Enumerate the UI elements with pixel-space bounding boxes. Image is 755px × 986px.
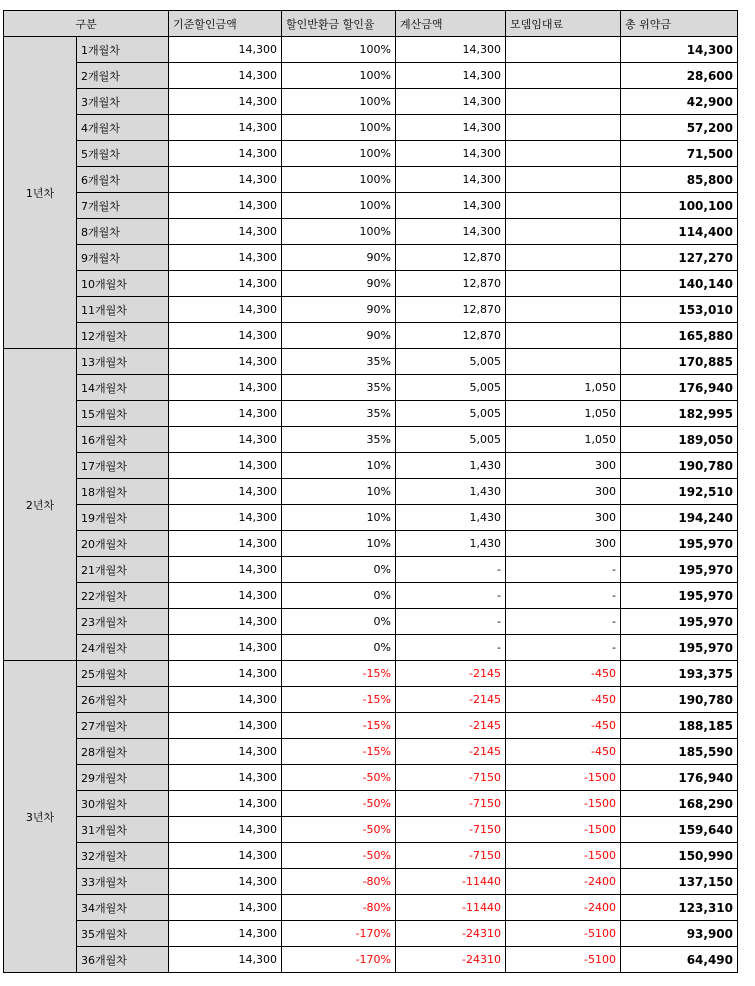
base-discount-cell: 14,300 xyxy=(169,453,282,479)
refund-rate-cell: -50% xyxy=(282,843,396,869)
modem-rent-cell: -5100 xyxy=(506,947,621,973)
month-label: 6개월차 xyxy=(77,167,169,193)
table-row xyxy=(4,245,738,271)
base-discount-cell: 14,300 xyxy=(169,531,282,557)
modem-rent-cell: - xyxy=(506,583,621,609)
modem-rent-cell: 1,050 xyxy=(506,427,621,453)
total-penalty-cell: 176,940 xyxy=(621,375,738,401)
month-label: 30개월차 xyxy=(77,791,169,817)
modem-rent-cell: -450 xyxy=(506,661,621,687)
base-discount-cell: 14,300 xyxy=(169,505,282,531)
month-label: 19개월차 xyxy=(77,505,169,531)
year-group-label: 1년차 xyxy=(4,37,77,349)
calc-amount-cell: 5,005 xyxy=(396,349,506,375)
total-penalty-cell: 140,140 xyxy=(621,271,738,297)
calc-amount-cell: -2145 xyxy=(396,739,506,765)
calc-amount-cell: - xyxy=(396,635,506,661)
base-discount-cell: 14,300 xyxy=(169,219,282,245)
refund-rate-cell: -50% xyxy=(282,765,396,791)
table-row xyxy=(4,505,738,531)
base-discount-cell: 14,300 xyxy=(169,661,282,687)
base-discount-cell: 14,300 xyxy=(169,375,282,401)
header-row xyxy=(4,11,738,37)
table-row xyxy=(4,193,738,219)
base-discount-cell: 14,300 xyxy=(169,297,282,323)
refund-rate-cell: 100% xyxy=(282,167,396,193)
refund-rate-cell: 0% xyxy=(282,583,396,609)
modem-rent-cell xyxy=(506,323,621,349)
table-row xyxy=(4,713,738,739)
base-discount-cell: 14,300 xyxy=(169,141,282,167)
total-penalty-cell: 71,500 xyxy=(621,141,738,167)
month-label: 5개월차 xyxy=(77,141,169,167)
modem-rent-cell: -2400 xyxy=(506,869,621,895)
calc-amount-cell: -2145 xyxy=(396,713,506,739)
header-total-penalty: 총 위약금 xyxy=(621,11,738,37)
modem-rent-cell: 1,050 xyxy=(506,401,621,427)
total-penalty-cell: 137,150 xyxy=(621,869,738,895)
month-label: 31개월차 xyxy=(77,817,169,843)
modem-rent-cell: 300 xyxy=(506,531,621,557)
refund-rate-cell: 0% xyxy=(282,609,396,635)
table-row xyxy=(4,765,738,791)
calc-amount-cell: -2145 xyxy=(396,661,506,687)
total-penalty-cell: 188,185 xyxy=(621,713,738,739)
month-label: 28개월차 xyxy=(77,739,169,765)
modem-rent-cell: -1500 xyxy=(506,765,621,791)
base-discount-cell: 14,300 xyxy=(169,245,282,271)
base-discount-cell: 14,300 xyxy=(169,37,282,63)
base-discount-cell: 14,300 xyxy=(169,635,282,661)
total-penalty-cell: 182,995 xyxy=(621,401,738,427)
refund-rate-cell: 100% xyxy=(282,219,396,245)
modem-rent-cell: 1,050 xyxy=(506,375,621,401)
base-discount-cell: 14,300 xyxy=(169,115,282,141)
month-label: 12개월차 xyxy=(77,323,169,349)
modem-rent-cell: 300 xyxy=(506,505,621,531)
table-row xyxy=(4,635,738,661)
total-penalty-cell: 159,640 xyxy=(621,817,738,843)
table-row xyxy=(4,609,738,635)
total-penalty-cell: 176,940 xyxy=(621,765,738,791)
base-discount-cell: 14,300 xyxy=(169,557,282,583)
table-row xyxy=(4,817,738,843)
modem-rent-cell xyxy=(506,219,621,245)
calc-amount-cell: 12,870 xyxy=(396,245,506,271)
month-label: 26개월차 xyxy=(77,687,169,713)
month-label: 10개월차 xyxy=(77,271,169,297)
base-discount-cell: 14,300 xyxy=(169,271,282,297)
table-row xyxy=(4,401,738,427)
total-penalty-cell: 100,100 xyxy=(621,193,738,219)
calc-amount-cell: 5,005 xyxy=(396,401,506,427)
table-row xyxy=(4,323,738,349)
calc-amount-cell: -11440 xyxy=(396,869,506,895)
table-row xyxy=(4,739,738,765)
month-label: 20개월차 xyxy=(77,531,169,557)
base-discount-cell: 14,300 xyxy=(169,687,282,713)
base-discount-cell: 14,300 xyxy=(169,349,282,375)
total-penalty-cell: 190,780 xyxy=(621,453,738,479)
total-penalty-cell: 170,885 xyxy=(621,349,738,375)
calc-amount-cell: -7150 xyxy=(396,843,506,869)
refund-rate-cell: 100% xyxy=(282,115,396,141)
base-discount-cell: 14,300 xyxy=(169,63,282,89)
month-label: 4개월차 xyxy=(77,115,169,141)
total-penalty-cell: 190,780 xyxy=(621,687,738,713)
calc-amount-cell: 14,300 xyxy=(396,167,506,193)
table-row xyxy=(4,115,738,141)
base-discount-cell: 14,300 xyxy=(169,843,282,869)
table-row xyxy=(4,531,738,557)
total-penalty-cell: 93,900 xyxy=(621,921,738,947)
calc-amount-cell: 14,300 xyxy=(396,63,506,89)
month-label: 21개월차 xyxy=(77,557,169,583)
table-row xyxy=(4,219,738,245)
refund-rate-cell: -170% xyxy=(282,947,396,973)
modem-rent-cell: -1500 xyxy=(506,791,621,817)
table-row xyxy=(4,271,738,297)
refund-rate-cell: 10% xyxy=(282,531,396,557)
header-refund-rate: 할인반환금 할인율 xyxy=(282,11,396,37)
modem-rent-cell xyxy=(506,89,621,115)
total-penalty-cell: 168,290 xyxy=(621,791,738,817)
table-row xyxy=(4,297,738,323)
modem-rent-cell: -2400 xyxy=(506,895,621,921)
modem-rent-cell: -450 xyxy=(506,713,621,739)
modem-rent-cell xyxy=(506,271,621,297)
table-row xyxy=(4,791,738,817)
month-label: 25개월차 xyxy=(77,661,169,687)
total-penalty-cell: 42,900 xyxy=(621,89,738,115)
month-label: 11개월차 xyxy=(77,297,169,323)
modem-rent-cell: -5100 xyxy=(506,921,621,947)
month-label: 29개월차 xyxy=(77,765,169,791)
total-penalty-cell: 123,310 xyxy=(621,895,738,921)
total-penalty-cell: 185,590 xyxy=(621,739,738,765)
calc-amount-cell: 12,870 xyxy=(396,271,506,297)
refund-rate-cell: -15% xyxy=(282,713,396,739)
refund-rate-cell: -15% xyxy=(282,661,396,687)
refund-rate-cell: -15% xyxy=(282,687,396,713)
table-row xyxy=(4,869,738,895)
total-penalty-cell: 150,990 xyxy=(621,843,738,869)
total-penalty-cell: 57,200 xyxy=(621,115,738,141)
base-discount-cell: 14,300 xyxy=(169,323,282,349)
calc-amount-cell: 1,430 xyxy=(396,479,506,505)
month-label: 15개월차 xyxy=(77,401,169,427)
base-discount-cell: 14,300 xyxy=(169,609,282,635)
modem-rent-cell: -450 xyxy=(506,739,621,765)
calc-amount-cell: 1,430 xyxy=(396,453,506,479)
refund-rate-cell: 35% xyxy=(282,401,396,427)
calc-amount-cell: 5,005 xyxy=(396,375,506,401)
modem-rent-cell xyxy=(506,245,621,271)
refund-rate-cell: 100% xyxy=(282,193,396,219)
month-label: 24개월차 xyxy=(77,635,169,661)
calc-amount-cell: 14,300 xyxy=(396,193,506,219)
table-row xyxy=(4,947,738,973)
header-calc-amount: 계산금액 xyxy=(396,11,506,37)
calc-amount-cell: 1,430 xyxy=(396,531,506,557)
modem-rent-cell: -1500 xyxy=(506,843,621,869)
calc-amount-cell: -24310 xyxy=(396,947,506,973)
total-penalty-cell: 28,600 xyxy=(621,63,738,89)
base-discount-cell: 14,300 xyxy=(169,791,282,817)
total-penalty-cell: 195,970 xyxy=(621,635,738,661)
total-penalty-cell: 192,510 xyxy=(621,479,738,505)
modem-rent-cell: - xyxy=(506,635,621,661)
calc-amount-cell: -7150 xyxy=(396,817,506,843)
total-penalty-cell: 193,375 xyxy=(621,661,738,687)
month-label: 32개월차 xyxy=(77,843,169,869)
calc-amount-cell: 12,870 xyxy=(396,323,506,349)
table-row xyxy=(4,583,738,609)
refund-rate-cell: -50% xyxy=(282,817,396,843)
table-row xyxy=(4,843,738,869)
refund-rate-cell: -80% xyxy=(282,869,396,895)
base-discount-cell: 14,300 xyxy=(169,193,282,219)
refund-rate-cell: 100% xyxy=(282,63,396,89)
calc-amount-cell: -2145 xyxy=(396,687,506,713)
table-row xyxy=(4,375,738,401)
month-label: 23개월차 xyxy=(77,609,169,635)
total-penalty-cell: 165,880 xyxy=(621,323,738,349)
refund-rate-cell: 35% xyxy=(282,349,396,375)
month-label: 17개월차 xyxy=(77,453,169,479)
refund-rate-cell: -15% xyxy=(282,739,396,765)
base-discount-cell: 14,300 xyxy=(169,583,282,609)
refund-rate-cell: 35% xyxy=(282,427,396,453)
modem-rent-cell xyxy=(506,349,621,375)
refund-rate-cell: 90% xyxy=(282,271,396,297)
total-penalty-cell: 195,970 xyxy=(621,557,738,583)
month-label: 35개월차 xyxy=(77,921,169,947)
calc-amount-cell: 14,300 xyxy=(396,37,506,63)
refund-rate-cell: -80% xyxy=(282,895,396,921)
table-row xyxy=(4,349,738,375)
modem-rent-cell xyxy=(506,167,621,193)
calc-amount-cell: -24310 xyxy=(396,921,506,947)
calc-amount-cell: 14,300 xyxy=(396,141,506,167)
modem-rent-cell: 300 xyxy=(506,479,621,505)
month-label: 36개월차 xyxy=(77,947,169,973)
modem-rent-cell: - xyxy=(506,557,621,583)
base-discount-cell: 14,300 xyxy=(169,167,282,193)
refund-rate-cell: 100% xyxy=(282,37,396,63)
total-penalty-cell: 85,800 xyxy=(621,167,738,193)
base-discount-cell: 14,300 xyxy=(169,895,282,921)
total-penalty-cell: 114,400 xyxy=(621,219,738,245)
modem-rent-cell: -1500 xyxy=(506,817,621,843)
calc-amount-cell: - xyxy=(396,557,506,583)
calc-amount-cell: - xyxy=(396,609,506,635)
base-discount-cell: 14,300 xyxy=(169,869,282,895)
month-label: 18개월차 xyxy=(77,479,169,505)
table-row xyxy=(4,63,738,89)
refund-rate-cell: 0% xyxy=(282,557,396,583)
base-discount-cell: 14,300 xyxy=(169,739,282,765)
base-discount-cell: 14,300 xyxy=(169,713,282,739)
total-penalty-cell: 189,050 xyxy=(621,427,738,453)
month-label: 33개월차 xyxy=(77,869,169,895)
calc-amount-cell: 12,870 xyxy=(396,297,506,323)
base-discount-cell: 14,300 xyxy=(169,765,282,791)
table-row xyxy=(4,37,738,63)
total-penalty-cell: 153,010 xyxy=(621,297,738,323)
refund-rate-cell: 10% xyxy=(282,505,396,531)
year-group-label: 2년차 xyxy=(4,349,77,661)
table-row xyxy=(4,661,738,687)
calc-amount-cell: - xyxy=(396,583,506,609)
refund-rate-cell: 10% xyxy=(282,479,396,505)
header-category: 구분 xyxy=(4,11,169,37)
modem-rent-cell: -450 xyxy=(506,687,621,713)
calc-amount-cell: 5,005 xyxy=(396,427,506,453)
total-penalty-cell: 127,270 xyxy=(621,245,738,271)
header-base-discount: 기준할인금액 xyxy=(169,11,282,37)
total-penalty-cell: 14,300 xyxy=(621,37,738,63)
table-row xyxy=(4,89,738,115)
modem-rent-cell xyxy=(506,297,621,323)
month-label: 14개월차 xyxy=(77,375,169,401)
month-label: 27개월차 xyxy=(77,713,169,739)
table-row xyxy=(4,921,738,947)
refund-rate-cell: 100% xyxy=(282,141,396,167)
refund-rate-cell: 35% xyxy=(282,375,396,401)
table-row xyxy=(4,479,738,505)
modem-rent-cell xyxy=(506,63,621,89)
base-discount-cell: 14,300 xyxy=(169,817,282,843)
refund-rate-cell: 90% xyxy=(282,245,396,271)
month-label: 16개월차 xyxy=(77,427,169,453)
refund-rate-cell: 100% xyxy=(282,89,396,115)
calc-amount-cell: 14,300 xyxy=(396,89,506,115)
table-row xyxy=(4,687,738,713)
total-penalty-cell: 195,970 xyxy=(621,531,738,557)
total-penalty-cell: 194,240 xyxy=(621,505,738,531)
modem-rent-cell xyxy=(506,37,621,63)
month-label: 1개월차 xyxy=(77,37,169,63)
table-row xyxy=(4,557,738,583)
base-discount-cell: 14,300 xyxy=(169,427,282,453)
calc-amount-cell: 14,300 xyxy=(396,219,506,245)
penalty-table xyxy=(3,10,738,973)
calc-amount-cell: -11440 xyxy=(396,895,506,921)
month-label: 2개월차 xyxy=(77,63,169,89)
base-discount-cell: 14,300 xyxy=(169,89,282,115)
table-row xyxy=(4,453,738,479)
refund-rate-cell: 90% xyxy=(282,323,396,349)
table-row xyxy=(4,167,738,193)
month-label: 22개월차 xyxy=(77,583,169,609)
table-row xyxy=(4,895,738,921)
month-label: 8개월차 xyxy=(77,219,169,245)
base-discount-cell: 14,300 xyxy=(169,401,282,427)
month-label: 7개월차 xyxy=(77,193,169,219)
modem-rent-cell xyxy=(506,141,621,167)
base-discount-cell: 14,300 xyxy=(169,947,282,973)
modem-rent-cell xyxy=(506,115,621,141)
refund-rate-cell: -50% xyxy=(282,791,396,817)
total-penalty-cell: 195,970 xyxy=(621,583,738,609)
modem-rent-cell xyxy=(506,193,621,219)
table-row xyxy=(4,141,738,167)
month-label: 9개월차 xyxy=(77,245,169,271)
refund-rate-cell: 10% xyxy=(282,453,396,479)
refund-rate-cell: 0% xyxy=(282,635,396,661)
month-label: 13개월차 xyxy=(77,349,169,375)
month-label: 34개월차 xyxy=(77,895,169,921)
year-group-label: 3년차 xyxy=(4,661,77,973)
base-discount-cell: 14,300 xyxy=(169,479,282,505)
modem-rent-cell: - xyxy=(506,609,621,635)
calc-amount-cell: -7150 xyxy=(396,765,506,791)
modem-rent-cell: 300 xyxy=(506,453,621,479)
calc-amount-cell: -7150 xyxy=(396,791,506,817)
refund-rate-cell: -170% xyxy=(282,921,396,947)
refund-rate-cell: 90% xyxy=(282,297,396,323)
base-discount-cell: 14,300 xyxy=(169,921,282,947)
table-row xyxy=(4,427,738,453)
total-penalty-cell: 64,490 xyxy=(621,947,738,973)
total-penalty-cell: 195,970 xyxy=(621,609,738,635)
header-modem-rent: 모뎀임대료 xyxy=(506,11,621,37)
calc-amount-cell: 14,300 xyxy=(396,115,506,141)
month-label: 3개월차 xyxy=(77,89,169,115)
calc-amount-cell: 1,430 xyxy=(396,505,506,531)
